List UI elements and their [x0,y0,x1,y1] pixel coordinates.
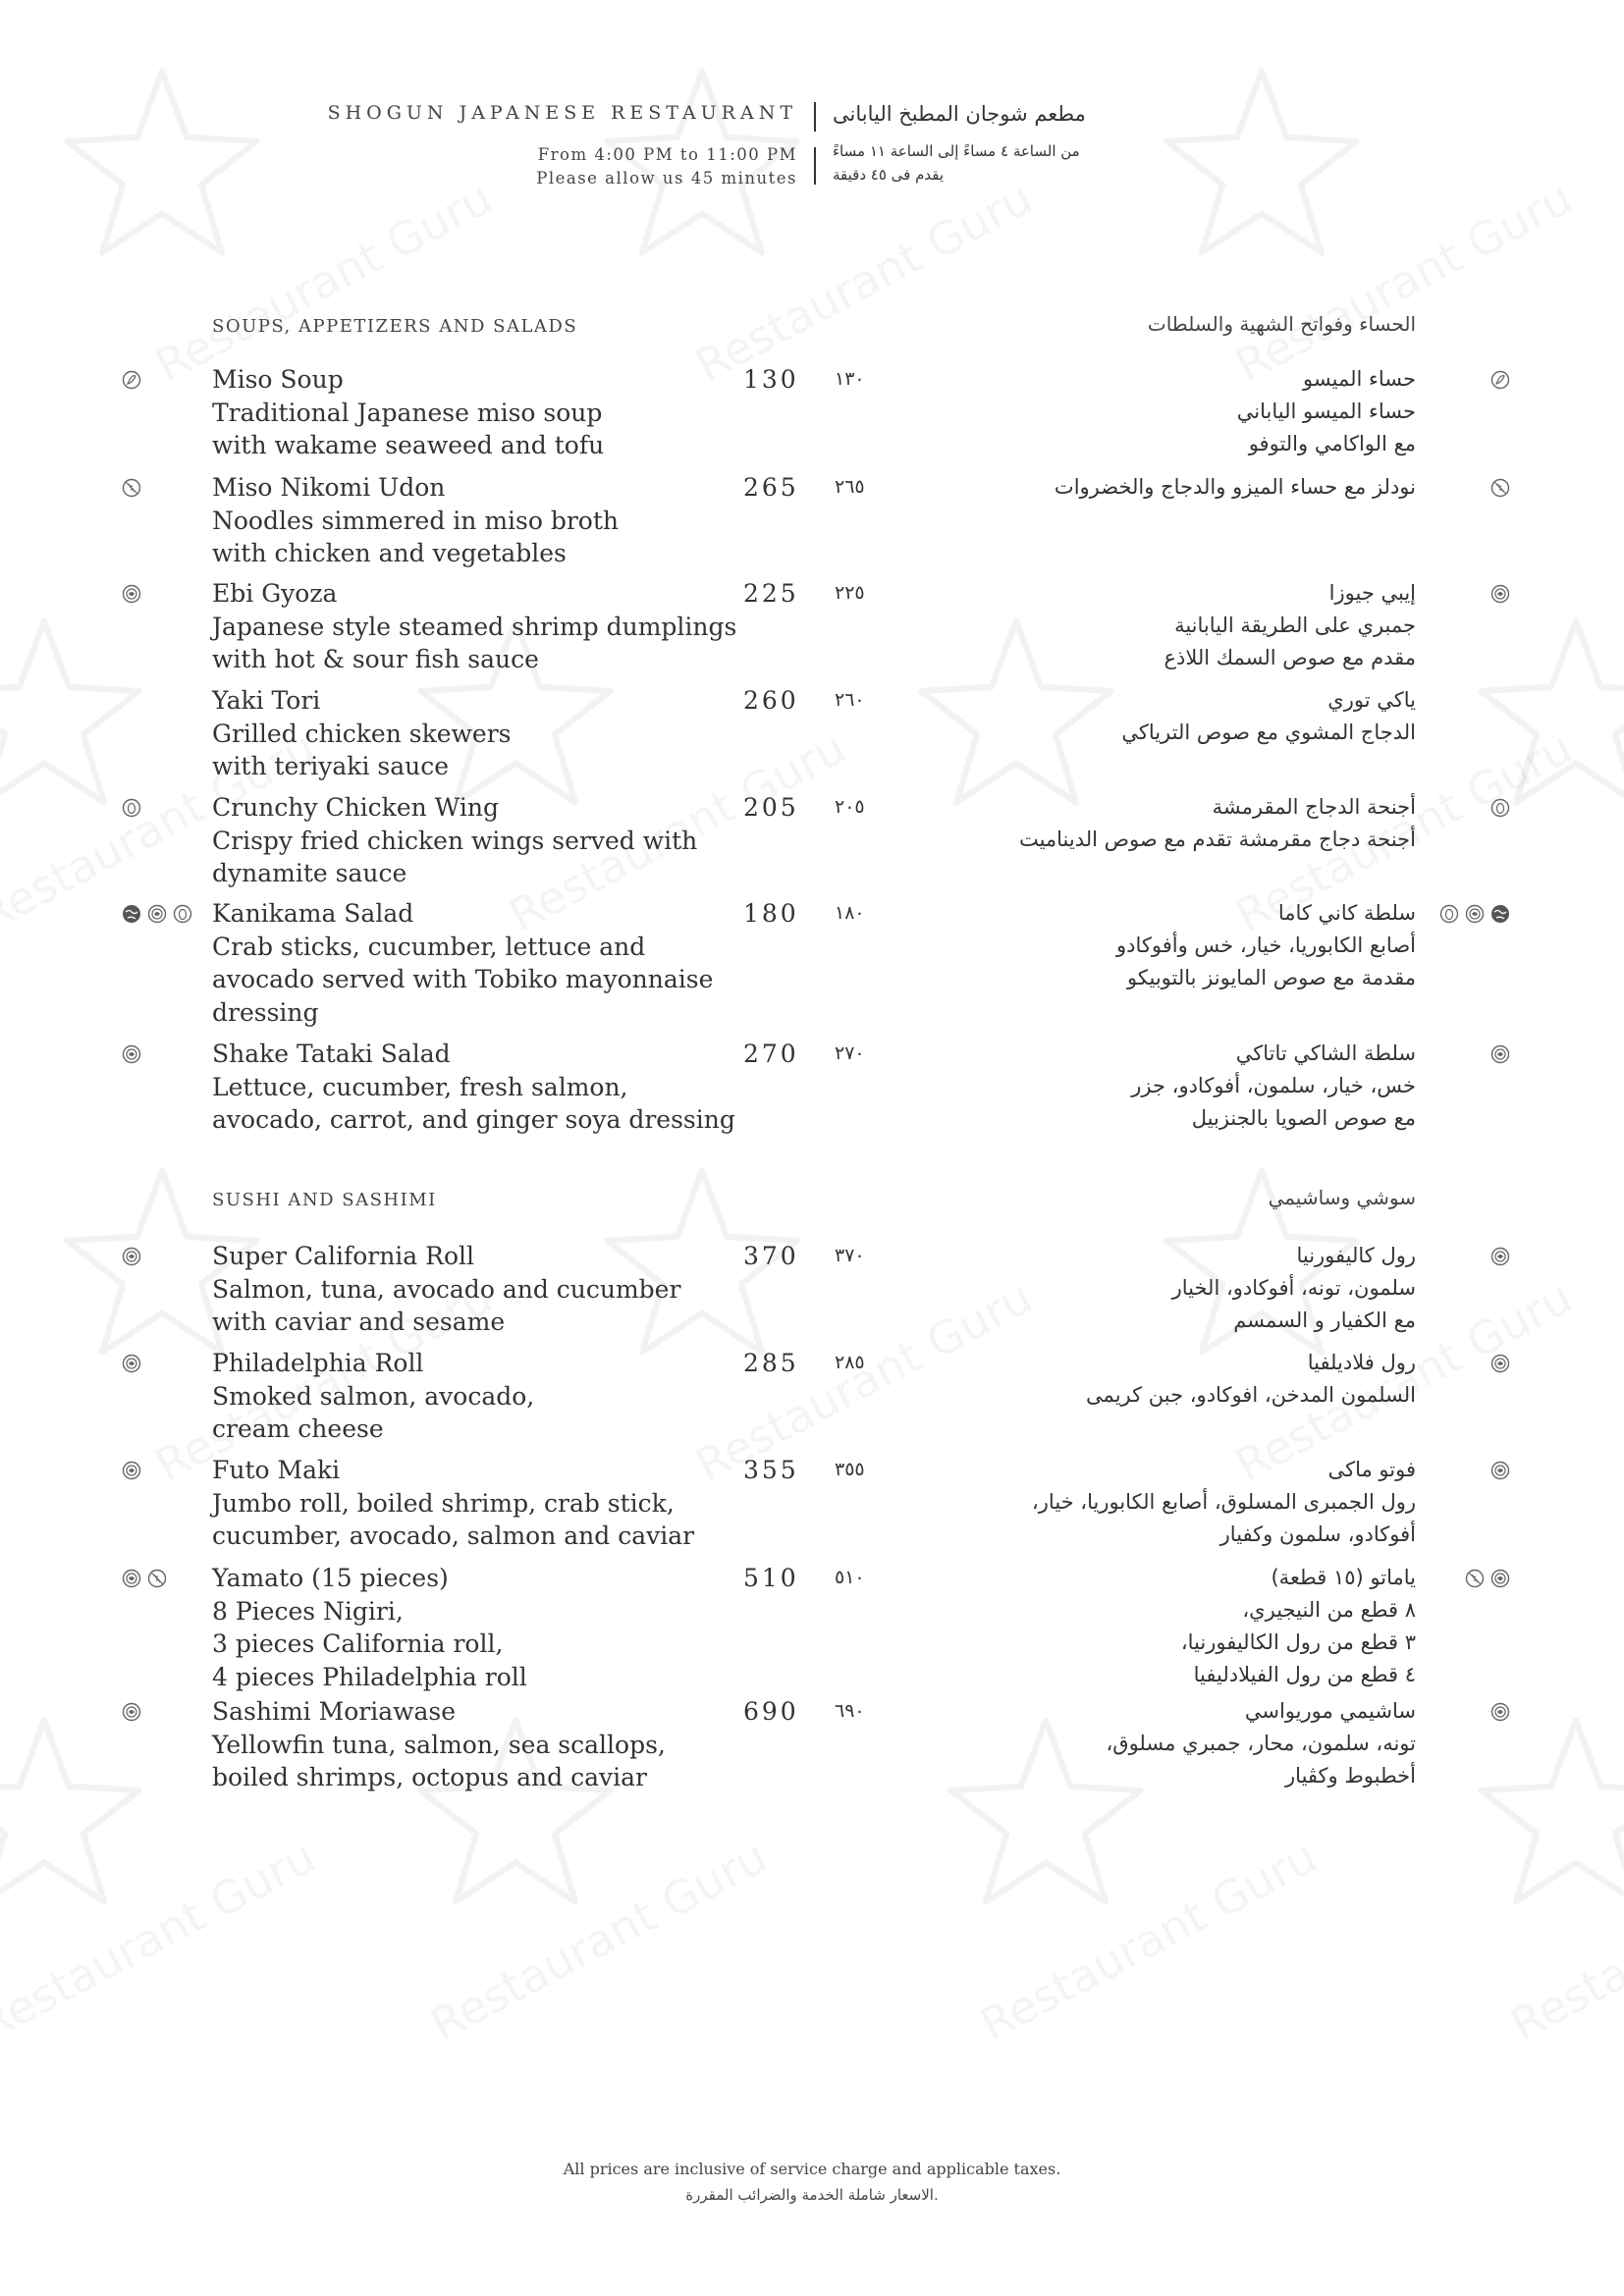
watermark-star-icon [0,1708,147,1914]
seafood-icon [1465,904,1485,924]
item-description-en: 3 pieces California roll, [212,1629,504,1658]
item-price-en: 130 [743,365,799,394]
item-description-en: with caviar and sesame [212,1308,506,1336]
item-description-ar: أخطبوط وكڤيار [1285,1764,1416,1788]
dietary-icons-right [1439,904,1510,924]
dietary-icons-left [122,798,141,818]
item-description-ar: ٨ قطع من النيجيري، [1242,1598,1416,1622]
item-english [212,471,742,570]
dietary-icons-left [122,1354,141,1373]
item-price-ar: ١٣٠ [835,368,865,390]
item-name-ar: إيبي جيوزا [1328,581,1416,605]
item-name-en: Shake Tataki Salad [212,1040,451,1068]
item-price-ar: ٣٧٠ [835,1245,865,1266]
item-description-en: Salmon, tuna, avocado and cucumber [212,1274,681,1304]
seafood-icon [122,1247,141,1266]
item-name-ar: رول فلاديلفيا [1307,1351,1416,1374]
item-name-ar: ياماتو (١٥ قطعة) [1271,1566,1416,1589]
item-name-en: Kanikama Salad [212,899,414,928]
hours-ar: من الساعة ٤ مساءً إلى الساعة ١١ مساءً [833,142,1080,160]
vegetarian-icon [122,370,141,390]
item-description-ar: مع الواكامي والتوفو [1248,432,1416,455]
item-price-en: 270 [743,1040,799,1068]
item-price-en: 225 [743,579,799,608]
item-price-en: 260 [743,686,799,715]
watermark-text [1227,171,1581,393]
item-name-ar: رول كاليفورنيا [1296,1244,1416,1267]
dietary-icons-right [1490,1044,1510,1064]
globe-icon [1490,904,1510,924]
watermark-star-icon [1473,1708,1624,1914]
hours-ar-block [833,139,1086,187]
item-description-ar: الدجاج المشوي مع صوص الترياكي [1121,721,1416,744]
item-description-en: 4 pieces Philadelphia roll [212,1662,527,1691]
item-name-ar: أجنحة الدجاج المقرمشة [1212,795,1416,819]
seafood-icon [1490,1569,1510,1588]
item-english [212,897,742,1029]
item-description-ar: أصابع الكابوريا، خيار، خس وأفوكادو [1115,934,1416,957]
item-arabic [1019,791,1416,856]
dietary-icons-left [122,1702,141,1722]
item-description-en: 8 Pieces Nigiri, [212,1596,404,1626]
item-price-ar: ٢٧٠ [835,1042,865,1064]
item-description-en: with wakame seaweed and tofu [212,431,605,459]
item-arabic [1181,1562,1416,1691]
item-price-en: 690 [743,1697,799,1726]
section-title-en: SOUPS, APPETIZERS AND SALADS [212,316,578,337]
item-english [212,791,742,890]
dietary-icons-left [122,370,141,390]
item-description-ar: رول الجمبرى المسلوق، أصابع الكابوريا، خيار، [1032,1490,1416,1514]
footer-note-en: All prices are inclusive of service charge and applicable taxes. [563,2160,1061,2178]
watermark-star-icon [1159,59,1365,265]
item-description-ar: السلمون المدخن، افوكادو، جبن كريمى [1086,1383,1416,1407]
dietary-icons-left [122,1461,141,1480]
watermark-text [972,1830,1326,2052]
dietary-icons-right [1490,1461,1510,1480]
item-description-en: cream cheese [212,1415,384,1443]
dietary-icons-right [1465,1569,1510,1588]
item-arabic [1172,1240,1416,1337]
item-price-en: 265 [743,473,799,502]
item-english [212,1562,742,1693]
item-arabic [1121,684,1416,749]
item-english [212,1454,742,1553]
item-name-en: Super California Roll [212,1242,475,1270]
item-description-en: with teriyaki sauce [212,752,450,780]
gluten-icon [147,1569,167,1588]
seafood-icon [122,1702,141,1722]
watermark-text [147,171,501,393]
item-name-ar: نودلز مع حساء الميزو والدجاج والخضروات [1054,475,1416,499]
item-description-ar: خس، خيار، سلمون، أفوكادو، جزر [1131,1074,1416,1097]
item-description-en: avocado served with Tobiko mayonnaise [212,965,714,993]
item-arabic [1131,1038,1416,1135]
item-price-ar: ٢٦٥ [835,476,865,498]
item-name-ar: فوتو ماكى [1327,1458,1416,1481]
item-description-en: avocado, carrot, and ginger soya dressing [212,1105,735,1134]
page-footer [0,2160,1624,2204]
watermark-star-icon [0,609,147,815]
dietary-icons-left [122,1247,141,1266]
item-name-ar: ياكي توري [1327,688,1416,712]
header-divider [814,147,816,185]
item-description-ar: مقدمة مع صوص المايونز بالتوبيكو [1127,966,1416,989]
watermark-text [422,1830,776,2052]
item-description-en: dynamite sauce [212,859,407,887]
item-english [212,1695,742,1794]
item-description-ar: أفوكادو، سلمون وكفيار [1219,1522,1416,1546]
item-description-en: with hot & sour fish sauce [212,645,539,673]
item-description-en: Lettuce, cucumber, fresh salmon, [212,1072,628,1101]
item-name-en: Miso Nikomi Udon [212,473,446,502]
gluten-icon [1465,1569,1485,1588]
item-arabic [1164,577,1416,674]
section-title-en: SUSHI AND SASHIMI [212,1190,437,1210]
allow-time-ar: يقدم فى ٤٥ دقيقة [833,166,945,184]
watermark-text [0,1830,324,2052]
seafood-icon [1490,584,1510,604]
hours-en-block [328,143,797,190]
item-description-ar: أجنحة دجاج مقرمشة تقدم مع صوص الديناميت [1018,828,1416,851]
item-price-ar: ٢٠٥ [835,796,865,818]
dietary-icons-left [122,1569,167,1588]
egg-icon [1439,904,1459,924]
item-name-en: Futo Maki [212,1456,341,1484]
allow-time-en: Please allow us 45 minutes [536,169,797,187]
gluten-icon [122,478,141,498]
section-title-ar: الحساء وفواتح الشهية والسلطات [1147,312,1416,336]
seafood-icon [122,1354,141,1373]
item-english [212,1038,742,1137]
item-english [212,684,742,783]
item-description-en: with chicken and vegetables [212,539,567,567]
item-description-en: Jumbo roll, boiled shrimp, crab stick, [212,1488,675,1518]
dietary-icons-right [1490,478,1510,498]
item-price-ar: ١٨٠ [835,902,865,924]
item-name-en: Crunchy Chicken Wing [212,793,500,822]
item-price-ar: ٢٢٥ [835,582,865,604]
dietary-icons-right [1490,1354,1510,1373]
item-arabic [1237,363,1416,460]
header-divider [814,102,816,132]
item-name-ar: حساء الميسو [1303,367,1416,391]
seafood-icon [122,1461,141,1480]
item-description-ar: تونه، سلمون، محار، جمبري مسلوق، [1106,1732,1416,1755]
watermark-star-icon [59,59,265,265]
dietary-icons-left [122,584,141,604]
seafood-icon [122,1044,141,1064]
item-description-en: Grilled chicken skewers [212,719,512,748]
seafood-icon [1490,1044,1510,1064]
item-description-ar: مع الكفيار و السمسم [1233,1308,1416,1332]
item-price-en: 355 [743,1456,799,1484]
item-description-ar: ٤ قطع من رول الفيلادليفيا [1193,1663,1416,1686]
vegetarian-icon [1490,370,1510,390]
item-price-ar: ٢٦٠ [835,689,865,711]
item-name-en: Sashimi Moriawase [212,1697,457,1726]
seafood-icon [1490,1354,1510,1373]
item-name-en: Philadelphia Roll [212,1349,424,1377]
item-description-en: boiled shrimps, octopus and caviar [212,1763,647,1791]
item-english [212,1347,742,1446]
dietary-icons-left [122,1044,141,1064]
dietary-icons-left [122,904,192,924]
seafood-icon [122,1569,141,1588]
item-name-ar: سلطة الشاكي تاتاكي [1235,1041,1416,1065]
item-description-ar: جمبري على الطريقة اليابانية [1174,614,1416,637]
item-arabic [1107,1695,1416,1792]
item-description-en: Japanese style steamed shrimp dumplings [212,612,737,641]
item-price-ar: ٢٨٥ [835,1352,865,1373]
seafood-icon [1490,1247,1510,1266]
item-description-en: dressing [212,997,319,1027]
dietary-icons-left [122,478,141,498]
item-price-en: 285 [743,1349,799,1377]
item-description-ar: ٣ قطع من رول الكاليفورنيا، [1180,1630,1416,1654]
footer-note-ar: الاسعار شاملة الخدمة والضرائب المقررة. [685,2186,939,2204]
item-english [212,1240,742,1339]
item-price-en: 205 [743,793,799,822]
watermark-star-icon [913,609,1119,815]
item-description-en: cucumber, avocado, salmon and caviar [212,1522,695,1550]
seafood-icon [122,584,141,604]
item-price-ar: ٥١٠ [835,1567,865,1588]
item-price-en: 510 [743,1564,799,1592]
restaurant-name-en: SHOGUN JAPANESE RESTAURANT [327,102,797,124]
item-description-en: Crab sticks, cucumber, lettuce and [212,932,646,961]
item-name-ar: ساشيمي موريواسي [1244,1699,1416,1723]
watermark-text [1502,1830,1624,2052]
egg-icon [173,904,192,924]
item-price-ar: ٦٩٠ [835,1700,865,1722]
item-arabic [1032,1454,1416,1551]
seafood-icon [1490,1461,1510,1480]
section-title-ar: سوشي وساشيمي [1268,1186,1416,1209]
dietary-icons-right [1490,1702,1510,1722]
seafood-icon [1490,1702,1510,1722]
item-description-ar: سلمون، تونه، أفوكادو، الخيار [1171,1276,1416,1300]
item-description-ar: مع صوص الصويا بالجنزبيل [1191,1106,1416,1130]
dietary-icons-right [1490,370,1510,390]
dietary-icons-right [1490,1247,1510,1266]
globe-icon [122,904,141,924]
header-arabic [833,102,1086,187]
item-description-en: Noodles simmered in miso broth [212,506,620,535]
item-description-ar: حساء الميسو الياباني [1236,400,1416,423]
seafood-icon [147,904,167,924]
watermark-text [687,171,1041,393]
item-arabic [1055,471,1416,504]
item-price-en: 370 [743,1242,799,1270]
item-price-en: 180 [743,899,799,928]
egg-icon [1490,798,1510,818]
item-description-en: Crispy fried chicken wings served with [212,826,698,855]
item-name-en: Miso Soup [212,365,344,394]
header-english [328,102,797,190]
egg-icon [122,798,141,818]
item-name-en: Yaki Tori [212,686,321,715]
item-name-en: Ebi Gyoza [212,579,338,608]
item-english [212,363,742,462]
item-description-en: Smoked salmon, avocado, [212,1381,535,1411]
item-name-en: Yamato (15 pieces) [212,1564,449,1592]
item-description-ar: مقدم مع صوص السمك اللاذع [1164,646,1416,669]
item-english [212,577,742,676]
item-price-ar: ٣٥٥ [835,1459,865,1480]
hours-en: From 4:00 PM to 11:00 PM [537,145,797,164]
item-description-en: Traditional Japanese miso soup [212,398,603,427]
item-arabic [1086,1347,1416,1412]
gluten-icon [1490,478,1510,498]
item-description-en: Yellowfin tuna, salmon, sea scallops, [212,1730,666,1759]
watermark-star-icon [1473,609,1624,815]
dietary-icons-right [1490,584,1510,604]
restaurant-name-ar: مطعم شوجان المطبخ اليابانى [833,102,1086,126]
dietary-icons-right [1490,798,1510,818]
item-arabic [1116,897,1416,994]
item-name-ar: سلطة كاني كاما [1277,901,1416,925]
